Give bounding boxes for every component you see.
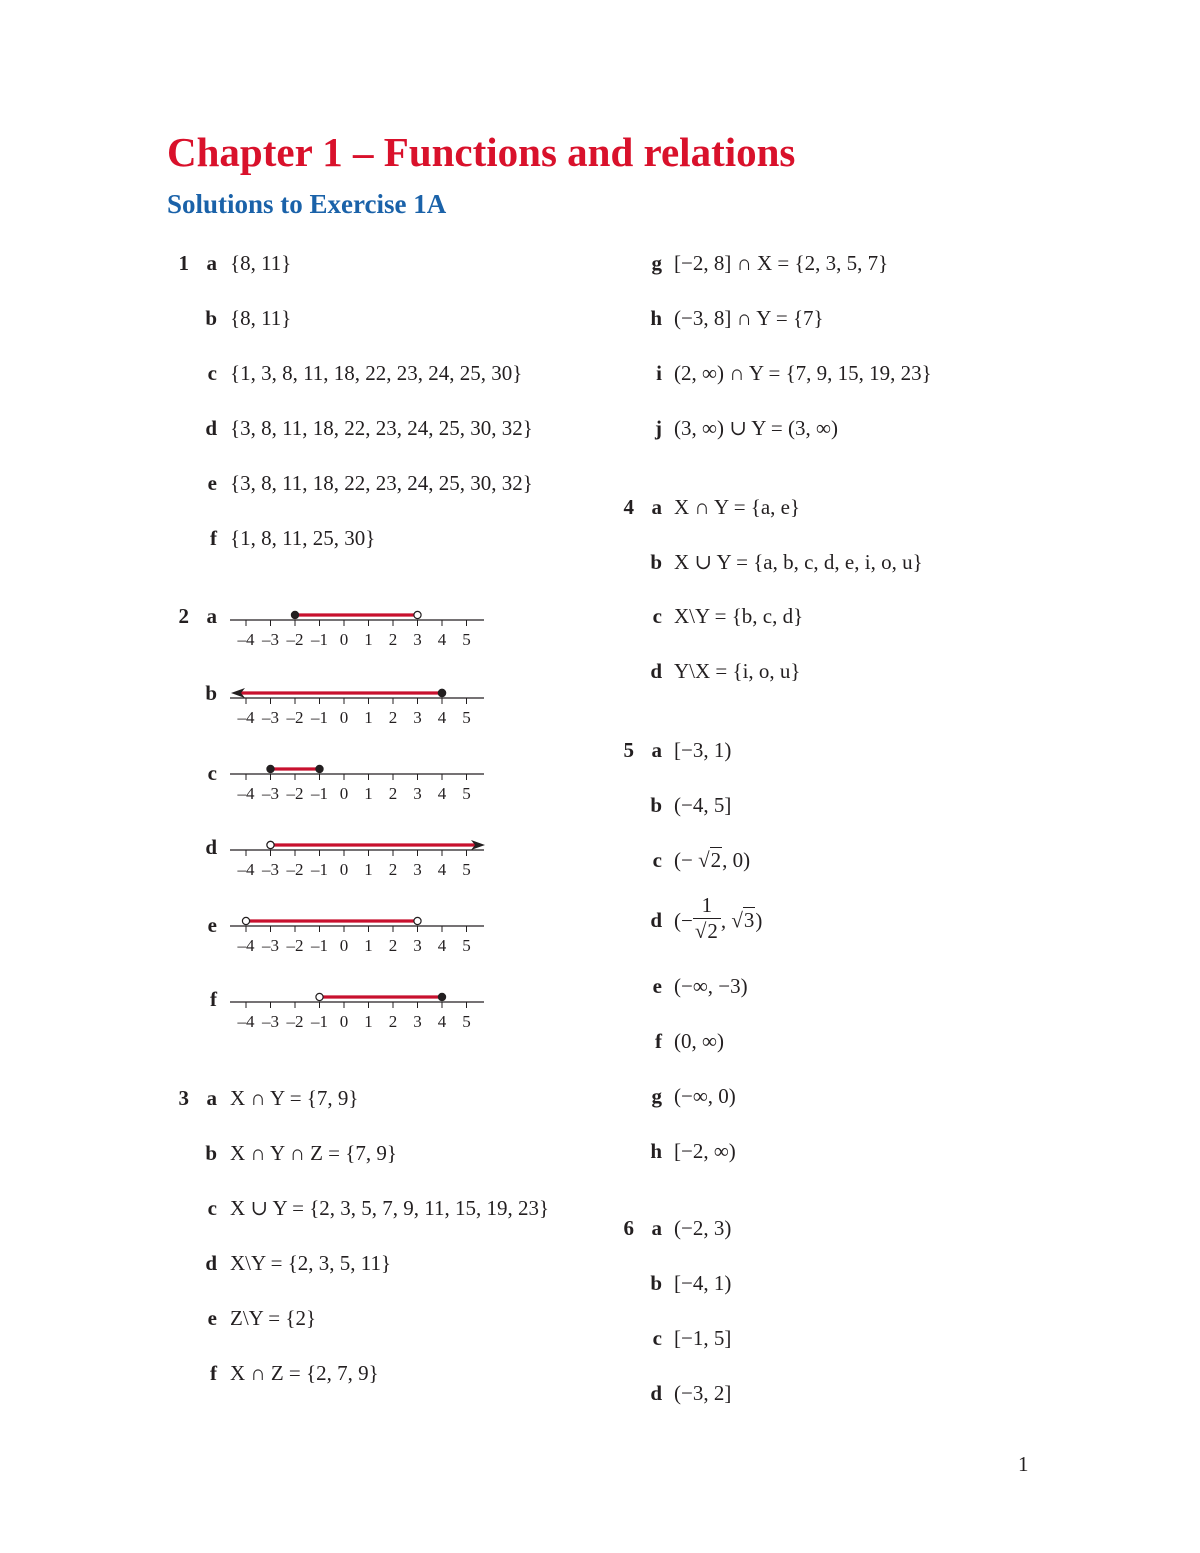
answer: X\Y = {2, 3, 5, 11} bbox=[230, 1251, 392, 1275]
answer: (3, ∞) ∪ Y = (3, ∞) bbox=[674, 416, 838, 440]
answer: X ∩ Y = {7, 9} bbox=[230, 1086, 359, 1110]
tick-label: 0 bbox=[339, 1012, 349, 1031]
tick-label: 2 bbox=[388, 784, 398, 803]
tick-label: 2 bbox=[388, 1012, 398, 1031]
answer: [−2, ∞) bbox=[674, 1139, 736, 1163]
answer-suffix: , 0) bbox=[722, 848, 751, 872]
number-line-svg bbox=[228, 682, 488, 732]
answer: [−4, 1) bbox=[674, 1271, 732, 1295]
tick-label: 3 bbox=[413, 630, 422, 649]
part-label: a bbox=[206, 1086, 217, 1110]
part-label: b bbox=[650, 793, 662, 817]
closed-endpoint bbox=[438, 993, 445, 1000]
part-label: c bbox=[652, 848, 662, 872]
tick-label: 3 bbox=[413, 784, 422, 803]
tick-label: –3 bbox=[262, 630, 279, 649]
tick-label: 5 bbox=[462, 708, 471, 727]
tick-label: –1 bbox=[311, 860, 328, 879]
open-endpoint bbox=[242, 917, 249, 924]
exercise-subtitle: Solutions to Exercise 1A bbox=[167, 189, 447, 219]
answer: {3, 8, 11, 18, 22, 23, 24, 25, 30, 32} bbox=[230, 416, 533, 440]
part-label: g bbox=[651, 251, 662, 275]
part-label: h bbox=[650, 306, 662, 330]
answer: {8, 11} bbox=[230, 251, 292, 275]
answer-mid: , √ bbox=[720, 908, 743, 933]
tick-label: 2 bbox=[388, 860, 398, 879]
tick-label: –1 bbox=[311, 1012, 328, 1031]
part-label: h bbox=[650, 1139, 662, 1163]
tick-label: 4 bbox=[437, 784, 447, 803]
tick-label: –3 bbox=[262, 860, 279, 879]
number-line-b bbox=[228, 682, 488, 732]
tick-label: 4 bbox=[437, 936, 447, 955]
tick-label: 0 bbox=[339, 784, 349, 803]
tick-label: 5 bbox=[462, 630, 471, 649]
tick-label: –4 bbox=[237, 708, 255, 727]
number-line-f bbox=[228, 986, 488, 1036]
number-line-c bbox=[228, 758, 488, 808]
question-number: 2 bbox=[178, 604, 189, 628]
closed-endpoint bbox=[267, 765, 274, 772]
answer: {1, 8, 11, 25, 30} bbox=[230, 526, 376, 550]
answer: X ∪ Y = {a, b, c, d, e, i, o, u} bbox=[674, 550, 923, 574]
tick-label: 5 bbox=[462, 936, 471, 955]
open-endpoint bbox=[316, 993, 323, 1000]
tick-label: –3 bbox=[262, 936, 279, 955]
part-label: d bbox=[205, 416, 217, 440]
number-line-svg bbox=[228, 758, 488, 808]
tick-label: 3 bbox=[413, 860, 422, 879]
page-number: 1 bbox=[1018, 1452, 1029, 1476]
tick-label: 4 bbox=[437, 708, 447, 727]
answer bbox=[674, 843, 750, 877]
tick-label: 3 bbox=[413, 1012, 422, 1031]
tick-label: –2 bbox=[286, 936, 304, 955]
sqrt-sign: √ bbox=[694, 919, 707, 943]
part-label: a bbox=[206, 251, 217, 275]
answer: {1, 3, 8, 11, 18, 22, 23, 24, 25, 30} bbox=[230, 361, 523, 385]
question-number: 6 bbox=[623, 1216, 634, 1240]
tick-label: –2 bbox=[286, 860, 304, 879]
part-label: d bbox=[650, 659, 662, 683]
open-endpoint bbox=[414, 611, 421, 618]
tick-label: 1 bbox=[364, 708, 373, 727]
part-label: c bbox=[652, 1326, 662, 1350]
part-label: e bbox=[207, 471, 217, 495]
part-label: b bbox=[205, 306, 217, 330]
part-label: d bbox=[205, 1251, 217, 1275]
tick-label: –2 bbox=[286, 1012, 304, 1031]
tick-label: –1 bbox=[311, 630, 328, 649]
tick-label: 0 bbox=[339, 630, 349, 649]
number-line-svg bbox=[228, 910, 488, 960]
tick-label: 4 bbox=[437, 1012, 447, 1031]
answer: (−2, 3) bbox=[674, 1216, 732, 1240]
part-label: f bbox=[210, 987, 217, 1011]
answer: {3, 8, 11, 18, 22, 23, 24, 25, 30, 32} bbox=[230, 471, 533, 495]
radicand: 2 bbox=[707, 919, 718, 943]
tick-label: 3 bbox=[413, 936, 422, 955]
number-line-a bbox=[228, 604, 488, 654]
tick-label: 1 bbox=[364, 860, 373, 879]
tick-label: –2 bbox=[286, 630, 304, 649]
tick-label: 2 bbox=[388, 630, 398, 649]
number-line-svg bbox=[228, 986, 488, 1036]
closed-endpoint bbox=[291, 611, 298, 618]
answer: {8, 11} bbox=[230, 306, 292, 330]
tick-label: –2 bbox=[286, 784, 304, 803]
part-label: j bbox=[655, 416, 662, 440]
closed-endpoint bbox=[316, 765, 323, 772]
tick-label: 5 bbox=[462, 860, 471, 879]
fraction bbox=[693, 895, 721, 942]
answer: (0, ∞) bbox=[674, 1029, 724, 1053]
answer: X ∩ Y ∩ Z = {7, 9} bbox=[230, 1141, 397, 1165]
part-label: g bbox=[651, 1084, 662, 1108]
tick-label: –4 bbox=[237, 784, 255, 803]
tick-label: 0 bbox=[339, 860, 349, 879]
answer: (−∞, −3) bbox=[674, 974, 748, 998]
tick-label: –4 bbox=[237, 936, 255, 955]
number-line-e bbox=[228, 910, 488, 960]
part-label: f bbox=[655, 1029, 662, 1053]
tick-label: 1 bbox=[364, 1012, 373, 1031]
tick-label: 2 bbox=[388, 936, 398, 955]
part-label: e bbox=[652, 974, 662, 998]
part-label: c bbox=[207, 1196, 217, 1220]
part-label: d bbox=[205, 835, 217, 859]
tick-label: –1 bbox=[311, 936, 328, 955]
open-endpoint bbox=[414, 917, 421, 924]
part-label: c bbox=[207, 761, 217, 785]
tick-label: –3 bbox=[262, 784, 279, 803]
part-label: b bbox=[650, 550, 662, 574]
part-label: b bbox=[205, 681, 217, 705]
tick-label: 0 bbox=[339, 708, 349, 727]
tick-label: –4 bbox=[237, 860, 255, 879]
part-label: a bbox=[206, 604, 217, 628]
part-label: i bbox=[656, 361, 662, 385]
tick-label: 5 bbox=[462, 1012, 471, 1031]
part-label: c bbox=[652, 604, 662, 628]
tick-label: 2 bbox=[388, 708, 398, 727]
part-label: f bbox=[210, 1361, 217, 1385]
closed-endpoint bbox=[438, 689, 445, 696]
part-label: a bbox=[651, 1216, 662, 1240]
part-label: b bbox=[205, 1141, 217, 1165]
fraction-denominator bbox=[693, 918, 721, 942]
tick-label: 3 bbox=[413, 708, 422, 727]
part-label: e bbox=[207, 1306, 217, 1330]
tick-label: 4 bbox=[437, 860, 447, 879]
tick-label: 1 bbox=[364, 784, 373, 803]
answer-prefix: (− √ bbox=[674, 848, 710, 872]
answer: (−3, 2] bbox=[674, 1381, 732, 1405]
part-label: d bbox=[650, 1381, 662, 1405]
answer: (−∞, 0) bbox=[674, 1084, 736, 1108]
tick-label: –1 bbox=[311, 784, 328, 803]
answer: X ∩ Z = {2, 7, 9} bbox=[230, 1361, 379, 1385]
tick-label: –4 bbox=[237, 1012, 255, 1031]
answer: Z\Y = {2} bbox=[230, 1306, 317, 1330]
open-endpoint bbox=[267, 841, 274, 848]
part-label: d bbox=[650, 908, 662, 932]
number-line-svg bbox=[228, 604, 488, 654]
tick-label: 5 bbox=[462, 784, 471, 803]
part-label: c bbox=[207, 361, 217, 385]
tick-label: –3 bbox=[262, 708, 279, 727]
question-number: 3 bbox=[178, 1086, 189, 1110]
question-number: 4 bbox=[623, 495, 634, 519]
question-number: 5 bbox=[623, 738, 634, 762]
answer: [−3, 1) bbox=[674, 738, 732, 762]
tick-label: –4 bbox=[237, 630, 255, 649]
part-label: e bbox=[207, 913, 217, 937]
fraction-numerator: 1 bbox=[701, 893, 713, 917]
answer: (−4, 5] bbox=[674, 793, 732, 817]
answer: Y\X = {i, o, u} bbox=[674, 659, 801, 683]
answer: (2, ∞) ∩ Y = {7, 9, 15, 19, 23} bbox=[674, 361, 932, 385]
tick-label: 1 bbox=[364, 936, 373, 955]
answer: [−1, 5] bbox=[674, 1326, 732, 1350]
answer: X ∩ Y = {a, e} bbox=[674, 495, 801, 519]
part-label: a bbox=[651, 738, 662, 762]
tick-label: 4 bbox=[437, 630, 447, 649]
tick-label: 1 bbox=[364, 630, 373, 649]
question-number: 1 bbox=[178, 251, 189, 275]
answer: X ∪ Y = {2, 3, 5, 7, 9, 11, 15, 19, 23} bbox=[230, 1196, 550, 1220]
answer: X\Y = {b, c, d} bbox=[674, 604, 804, 628]
tick-label: –2 bbox=[286, 708, 304, 727]
tick-label: 0 bbox=[339, 936, 349, 955]
radicand: 3 bbox=[743, 908, 755, 933]
part-label: a bbox=[651, 495, 662, 519]
radicand: 2 bbox=[710, 848, 722, 872]
tick-label: –3 bbox=[262, 1012, 279, 1031]
number-line-d bbox=[228, 834, 488, 884]
tick-label: –1 bbox=[311, 708, 328, 727]
answer: [−2, 8] ∩ X = {2, 3, 5, 7} bbox=[674, 251, 889, 275]
chapter-title: Chapter 1 – Functions and relations bbox=[167, 129, 796, 175]
answer: (−3, 8] ∩ Y = {7} bbox=[674, 306, 824, 330]
answer-prefix: (− bbox=[674, 908, 693, 933]
answer-suffix: ) bbox=[755, 908, 763, 933]
part-label: f bbox=[210, 526, 217, 550]
part-label: b bbox=[650, 1271, 662, 1295]
number-line-svg bbox=[228, 834, 488, 884]
answer bbox=[674, 893, 763, 943]
